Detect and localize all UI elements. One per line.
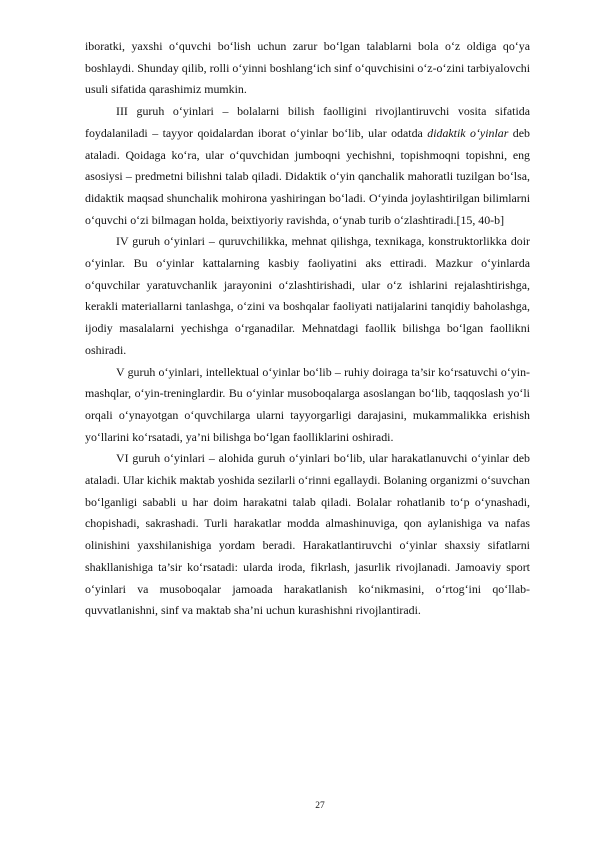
paragraph-group-iii-text-start: III guruh o‘yinlari – bolalarni bilish faolligini rivojlantiruvchi vosita sifatida foydalaniladi – tayyor qoidalardan iborat o‘yinlar bo‘lib, ular odatda [85, 104, 530, 140]
paragraph-group-v: V guruh o‘yinlari, intellektual o‘yinlar bo‘lib – ruhiy doiraga ta’sir ko‘rsatuvchi o‘yin-mashqlar, o‘yin-treninglardir. Bu o‘yinlar musoboqalarga asoslangan bo‘lib, taqqoslash yo‘li orqali o‘ynayotgan o‘quvchilarga ularni tayyorgarligi darajasini, mukammalikka erishish yo‘llarini ko‘rsatadi, ya’ni bilishga bo‘lgan faolliklarini oshiradi. [85, 364, 530, 444]
didactic-games-term: didaktik o‘yinlar [427, 125, 509, 140]
document-page [85, 36, 530, 622]
page-number: 27 [315, 801, 325, 811]
paragraph-group-iii-text-end: deb ataladi. Qoidaga ko‘ra, ular o‘quvchidan jumboqni yechishni, topishmoqni topishni, eng asosiysi – predmetni bilishni talab qiladi. Didaktik o‘yin qanchalik mahoratli tuzilgan bo‘lsa, didaktik maqsad shunchalik mohirona yashiringan bo‘ladi. O‘yinda joylashtirilgan bilimlarni o‘quvchi o‘zi bilmagan holda, beixtiyoriy ravishda, o‘ynab turib o‘zlashtiradi.[15, 40-b] [85, 125, 530, 227]
paragraph-group-vi: VI guruh o‘yinlari – alohida guruh o‘yinlari bo‘lib, ular harakatlanuvchi o‘yinlar deb ataladi. Ular kichik maktab yoshida sezilarli o‘rinni egallaydi. Bolaning organizmi o‘suvchan bo‘lganligi sababli u har doim harakatni talab qiladi. Bolalar rohatlanib to‘p o‘ynashadi, chopishadi, sakrashadi. Turli harakatlar modda almashinuviga, qon aylanishiga va nafas olinishini yaxshilanishiga yordam beradi. Harakatlantiruvchi o‘yinlar shaxsiy sifatlarni shakllanishiga ta’sir ko‘rsatadi: ularda iroda, fikrlash, jasurlik rivojlanadi. Jamoaviy sport o‘yinlari va musoboqalar jamoada harakatlanish ko‘nikmasini, o‘rtog‘ini qo‘llab-quvvatlanishni, sinf va maktab sha’ni uchun kurashishni rivojlantiradi. [85, 451, 530, 618]
paragraph-group-iii [85, 101, 530, 231]
paragraph-continuation: iboratki, yaxshi o‘quvchi bo‘lish uchun zarur bo‘lgan talablarni bola o‘z oldiga qo‘ya boshlaydi. Shunday qilib, rolli o‘yinni boshlang‘ich sinf o‘quvchisini o‘z-o‘zini tarbiyalovchi usuli sifatida qarashimiz mumkin. [85, 39, 530, 97]
paragraph-group-iv: IV guruh o‘yinlari – quruvchilikka, mehnat qilishga, texnikaga, konstruktorlikka doir o‘yinlar. Bu o‘yinlar kattalarning kasbiy faoliyatini aks ettiradi. Mazkur o‘yinlarda o‘quvchilar yaratuvchanlik jarayonini o‘zlashtirishadi, ular o‘z ishlarini rejalashtirishga, kerakli materiallarni tanlashga, o‘zini va boshqalar faoliyati natijalarini tanqidiy baholashga, ijodiy masalalarni yechishga o‘rganadilar. Mehnatdagi faollik bilishga bo‘lgan faollikni oshiradi. [85, 234, 530, 357]
